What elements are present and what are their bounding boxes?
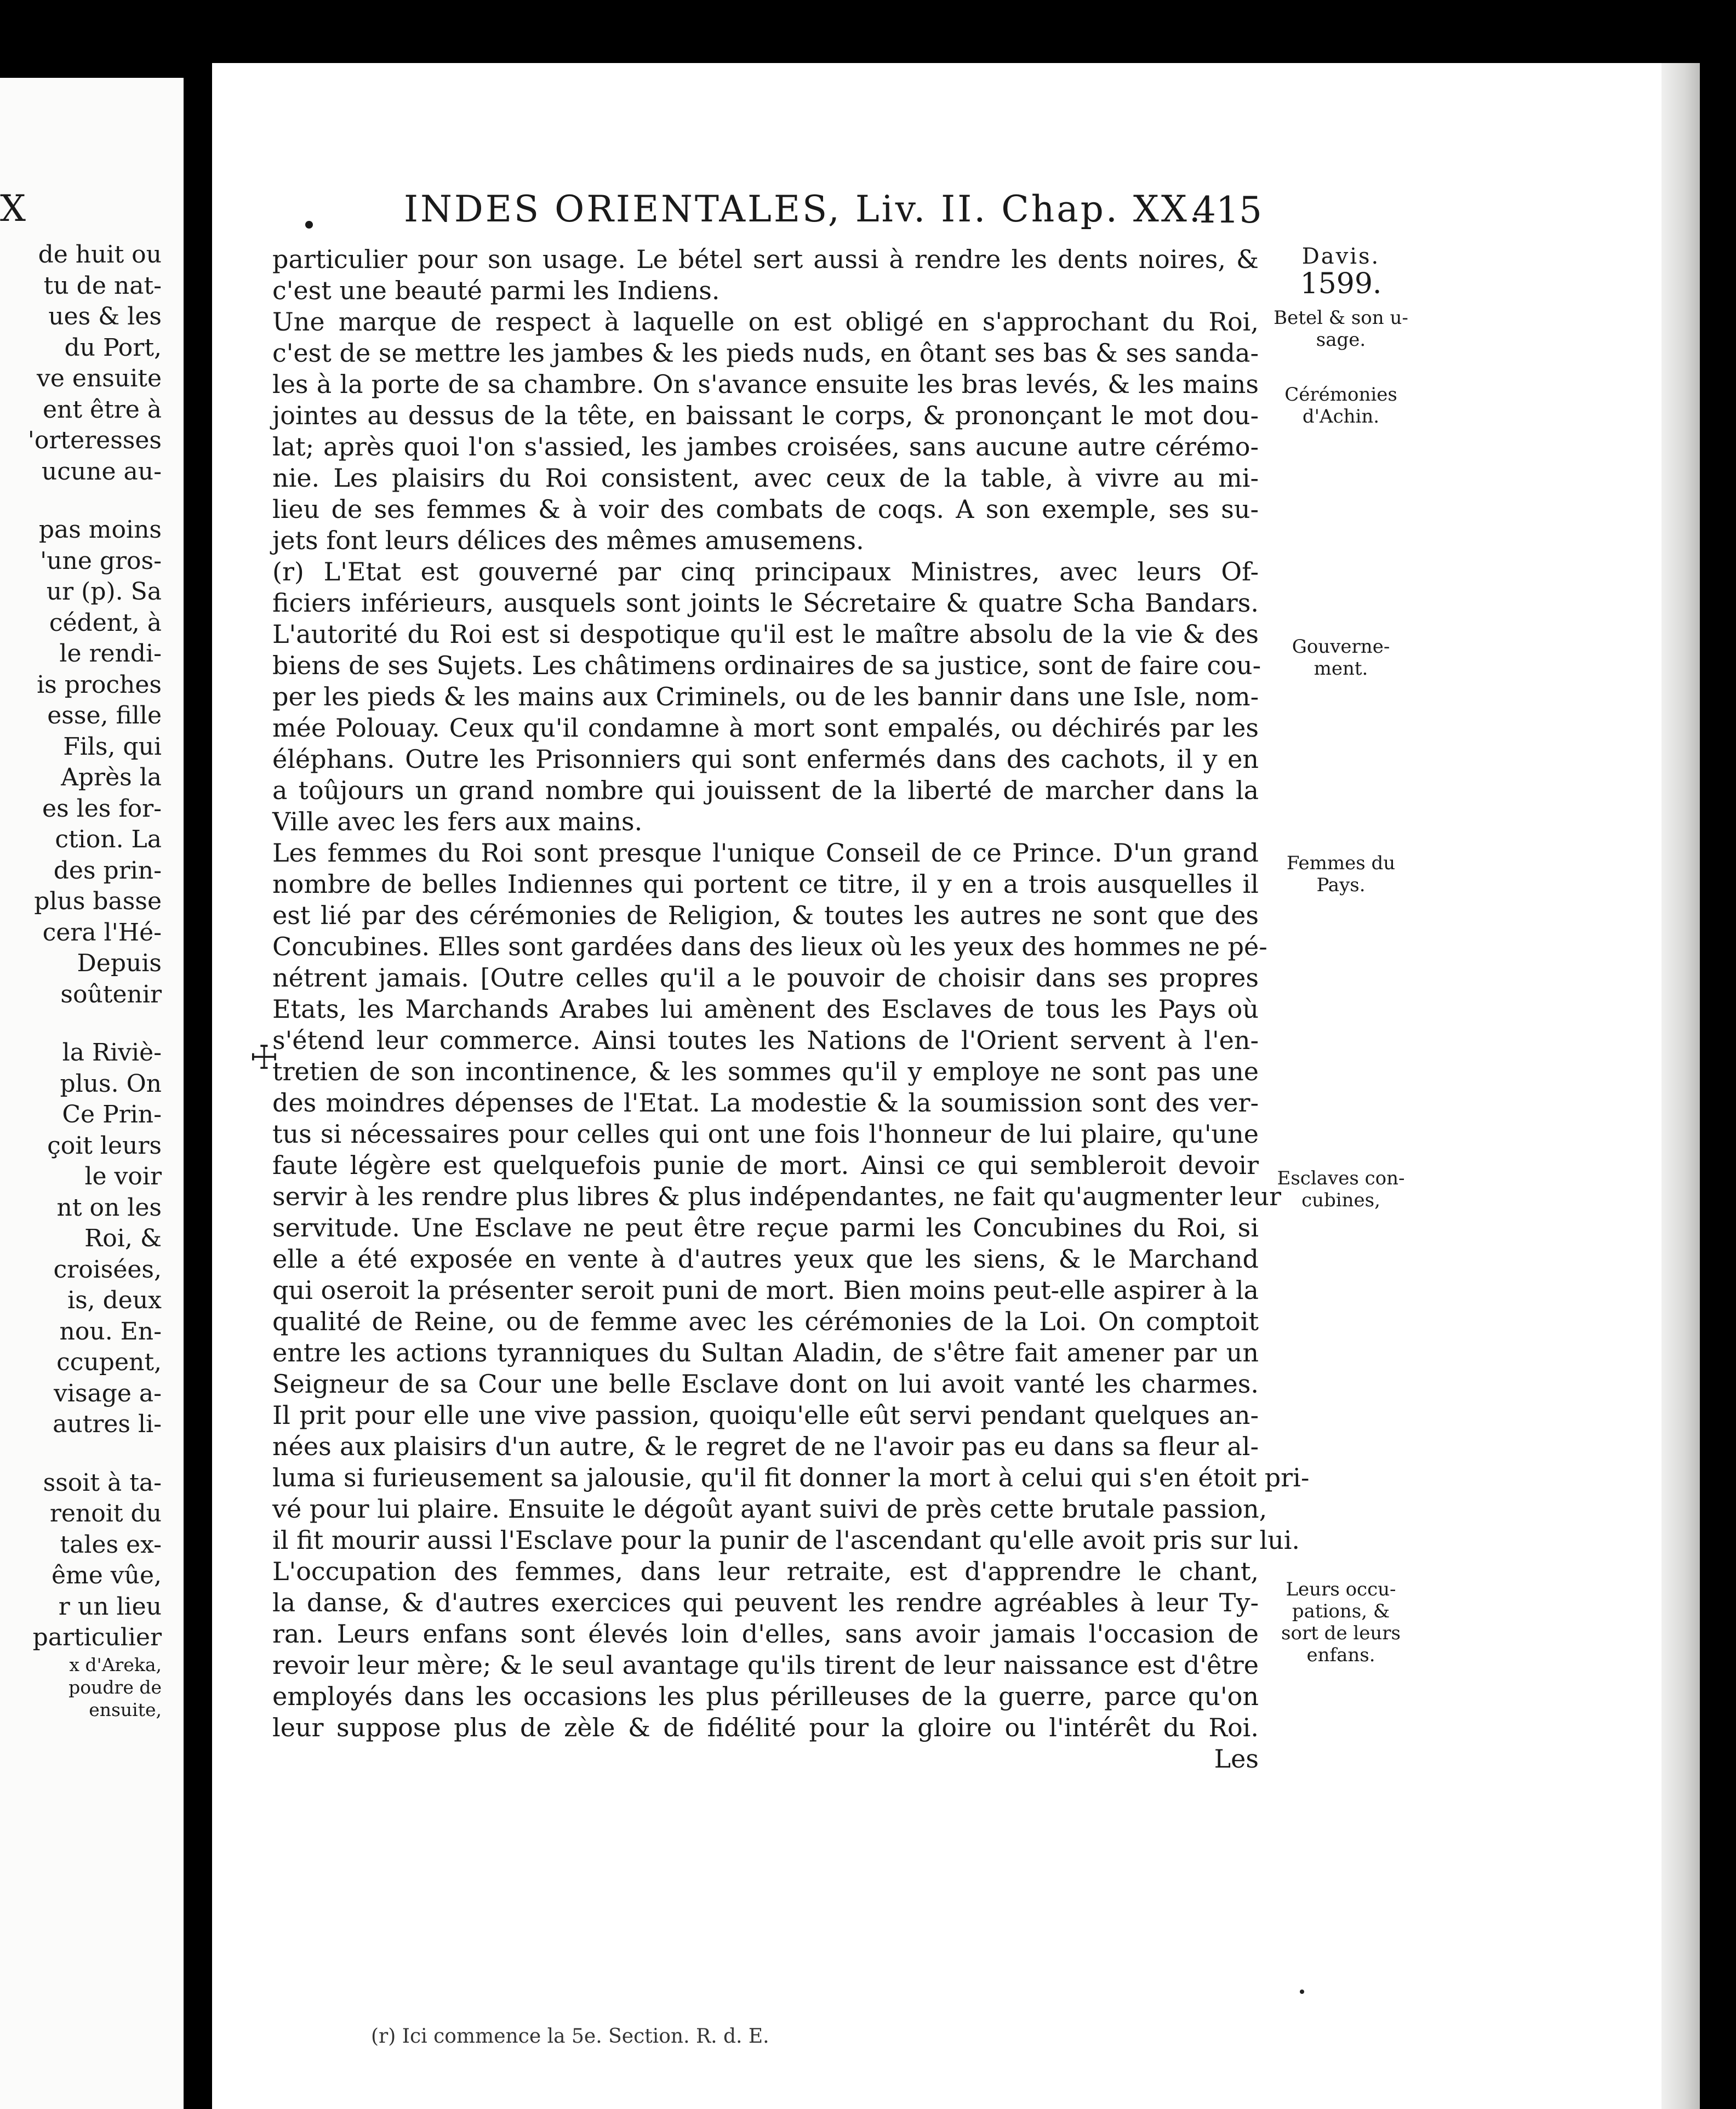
text-line: tretien de son incontinence, & les sommes qu'il y employe ne sont pas une [272, 1057, 1259, 1086]
text-line: nées aux plaisirs d'un autre, & le regret de ne l'avoir pas eu dans sa fleur al- [272, 1432, 1259, 1461]
text-line: renoit du [49, 1500, 162, 1527]
margin-note-line: Gouverne- [1292, 636, 1390, 658]
text-line: ction. La [55, 825, 162, 853]
footnote: (r) Ici commence la 5e. Section. R. d. E. [371, 2025, 769, 2048]
margin-note-line: ment. [1314, 658, 1368, 680]
paper-speck [1300, 1990, 1304, 1994]
text-line: qui oseroit la présenter seroit puni de mort. Bien moins peut-elle aspirer à la [272, 1275, 1259, 1305]
text-line: tales ex- [60, 1530, 162, 1559]
text-line: Il prit pour elle une vive passion, quoiqu'elle eût servi pendant quelques an- [272, 1400, 1259, 1430]
text-line: particulier pour son usage. Le bétel sert aussi à rendre les dents noires, & [272, 244, 1259, 274]
text-line: servitude. Une Esclave ne peut être reçue parmi les Concubines du Roi, si [272, 1213, 1259, 1242]
text-line: lieu de ses femmes & à voir des combats de coqs. A son exemple, ses su- [272, 494, 1259, 524]
previous-page-text [0, 240, 184, 1721]
margin-year: 1599. [1300, 267, 1382, 300]
text-line: croisées, [53, 1255, 162, 1284]
margin-note-line: pations, & [1292, 1600, 1390, 1622]
ink-dot [305, 221, 313, 229]
text-line: es les for- [42, 794, 162, 823]
text-line: mée Polouay. Ceux qu'il condamne à mort sont empalés, ou déchirés par les [272, 713, 1259, 743]
text-line: nie. Les plaisirs du Roi consistent, avec ceux de la table, à vivre au mi- [272, 463, 1259, 493]
margin-note-line: Betel & son u- [1274, 307, 1408, 329]
text-line: per les pieds & les mains aux Criminels, ou de les bannir dans une Isle, nom- [272, 682, 1259, 711]
margin-note-line: Esclaves con- [1277, 1167, 1405, 1189]
text-line: esse, fille [47, 702, 162, 729]
text-line: des moindres dépenses de l'Etat. La modestie & la soumission sont des ver- [272, 1088, 1259, 1118]
text-line: nétrent jamais. [Outre celles qu'il a le pouvoir de choisir dans ses propres [272, 963, 1259, 993]
text-line: ent être à [42, 395, 162, 424]
text-line: faute légère est quelquefois punie de mort. Ainsi ce qui sembleroit devoir [272, 1150, 1259, 1180]
text-line: leur suppose plus de zèle & de fidélité pour la gloire ou l'intérêt du Roi. [272, 1713, 1259, 1742]
text-line: cédent, à [49, 608, 162, 637]
text-line: éléphans. Outre les Prisonniers qui sont enfermés dans des cachots, il y en [272, 744, 1259, 774]
text-line: is proches [37, 670, 162, 699]
text-line: Une marque de respect à laquelle on est obligé en s'approchant du Roi, [272, 307, 1259, 337]
text-line: soûtenir [60, 980, 162, 1008]
text-line: a toûjours un grand nombre qui jouissent de la liberté de marcher dans la [272, 776, 1259, 805]
text-line: des prin- [53, 856, 162, 885]
page-number: 415 [1193, 189, 1262, 231]
text-line: ucune au- [41, 457, 162, 486]
text-line: L'occupation des femmes, dans leur retraite, est d'apprendre le chant, [272, 1557, 1259, 1586]
text-line: nombre de belles Indiennes qui portent ce titre, il y en a trois ausquelles il [272, 869, 1259, 899]
text-line: jets font leurs délices des mêmes amusemens. [272, 526, 864, 555]
text-line: ssoit à ta- [43, 1468, 162, 1497]
catchword: Les [1214, 1744, 1259, 1774]
text-line: biens de ses Sujets. Les châtimens ordinaires de sa justice, sont de faire cou- [272, 651, 1261, 680]
text-line: de huit ou [38, 241, 162, 269]
margin-note-line: enfans. [1306, 1644, 1375, 1666]
margin-note-line: Leurs occu- [1286, 1578, 1396, 1600]
text-line: particulier [32, 1623, 162, 1651]
book-page [212, 63, 1700, 2109]
text-line: Ville avec les fers aux mains. [272, 807, 643, 836]
text-line: nou. En- [59, 1317, 162, 1346]
text-line: le rendi- [59, 640, 162, 668]
cross-marker: ☩ [249, 1039, 279, 1077]
text-line: entre les actions tyranniques du Sultan Aladin, de s'être fait amener par un [272, 1338, 1259, 1367]
text-line: jointes au dessus de la tête, en baissant le corps, & prononçant le mot dou- [272, 401, 1259, 430]
text-line: vé pour lui plaire. Ensuite le dégoût ayant suivi de près cette brutale passion, [272, 1494, 1267, 1524]
text-line: visage a- [53, 1379, 162, 1407]
margin-note-line: Pays. [1316, 874, 1366, 896]
text-line: la Riviè- [62, 1039, 162, 1067]
text-line: autres li- [53, 1410, 162, 1438]
previous-page-fragment [0, 78, 184, 2109]
running-head-title: INDES ORIENTALES, Liv. II. Chap. XX. [404, 188, 1203, 230]
margin-note-line: cubines, [1301, 1189, 1380, 1211]
text-line: s'étend leur commerce. Ainsi toutes les Nations de l'Orient servent à l'en- [272, 1025, 1259, 1055]
text-line: çoit leurs [47, 1131, 162, 1160]
margin-author: Davis. [1301, 244, 1380, 269]
text-line: plus. On [60, 1069, 162, 1098]
text-line: du Port, [64, 333, 162, 362]
text-line: Etats, les Marchands Arabes lui amènent des Esclaves de tous les Pays où [272, 994, 1259, 1024]
running-head [212, 188, 1538, 237]
text-line: Fils, qui [63, 732, 162, 761]
text-line: servir à les rendre plus libres & plus indépendantes, ne fait qu'augmenter leur [272, 1182, 1282, 1211]
text-line: employés dans les occasions les plus périlleuses de la guerre, parce qu'on [272, 1682, 1259, 1711]
text-line: x d'Areka, [69, 1654, 162, 1675]
text-line: cera l'Hé- [42, 918, 162, 947]
margin-note-line: sort de leurs [1281, 1622, 1401, 1644]
text-line: est lié par des cérémonies de Religion, & toutes les autres ne sont que des [272, 900, 1259, 930]
text-line: elle a été exposée en vente à d'autres yeux que les siens, & le Marchand [272, 1244, 1259, 1274]
text-line: pas moins [38, 516, 162, 544]
text-line: ccupent, [56, 1348, 162, 1376]
text-line: lat; après quoi l'on s'assied, les jambes croisées, sans aucune autre cérémo- [272, 432, 1259, 461]
text-line: ensuite, [89, 1698, 162, 1720]
text-line: Après la [61, 763, 162, 791]
text-line: r un lieu [58, 1592, 162, 1621]
previous-page-running-head: X [0, 187, 28, 230]
text-line: ues & les [48, 303, 162, 330]
text-line: ran. Leurs enfans sont élevés loin d'elles, sans avoir jamais l'occasion de [272, 1619, 1259, 1649]
text-line: ficiers inférieurs, ausquels sont joints le Sécretaire & quatre Scha Bandars. [272, 588, 1259, 618]
text-line: luma si furieusement sa jalousie, qu'il fit donner la mort à celui qui s'en étoit pri- [272, 1463, 1310, 1492]
text-line: ême vûe, [51, 1561, 162, 1589]
margin-note-line: sage. [1316, 329, 1366, 351]
text-line: Seigneur de sa Cour une belle Esclave dont on lui avoit vanté les charmes. [272, 1369, 1259, 1399]
text-line: poudre de [68, 1676, 162, 1698]
text-line: Roi, & [84, 1224, 162, 1252]
text-line: Concubines. Elles sont gardées dans des lieux où les yeux des hommes ne pé- [272, 932, 1267, 961]
text-line: tus si nécessaires pour celles qui ont une fois l'honneur de lui plaire, qu'une [272, 1119, 1259, 1149]
text-line: ur (p). Sa [46, 578, 162, 606]
text-line: la danse, & d'autres exercices qui peuvent les rendre agréables à leur Ty- [272, 1588, 1259, 1617]
text-line: le voir [84, 1162, 162, 1190]
text-line: 'une gros- [40, 546, 162, 575]
text-line: qualité de Reine, ou de femme avec les cérémonies de la Loi. On comptoit [272, 1307, 1259, 1336]
text-line: Depuis [77, 949, 162, 977]
text-line: tu de nat- [43, 271, 162, 300]
text-line: Ce Prin- [62, 1101, 162, 1128]
text-line: revoir leur mère; & le seul avantage qu'ils tirent de leur naissance est d'être [272, 1650, 1259, 1680]
text-line: les à la porte de sa chambre. On s'avance ensuite les bras levés, & les mains [272, 369, 1259, 399]
body-text [272, 244, 1310, 1775]
text-line: Les femmes du Roi sont presque l'unique Conseil de ce Prince. D'un grand [272, 838, 1259, 868]
text-line: il fit mourir aussi l'Esclave pour la punir de l'ascendant qu'elle avoit pris sur lui. [272, 1525, 1300, 1555]
margin-note-line: Femmes du [1286, 852, 1396, 874]
margin-note-line: Cérémonies [1284, 384, 1397, 406]
text-line: 'orteresses [27, 426, 162, 454]
page-edge [1661, 63, 1700, 2109]
text-line: plus basse [34, 887, 162, 915]
text-line: c'est une beauté parmi les Indiens. [272, 276, 720, 305]
text-line: (r) L'Etat est gouverné par cinq principaux Ministres, avec leurs Of- [272, 557, 1259, 586]
text-line: nt on les [56, 1193, 162, 1222]
text-line: ve ensuite [37, 364, 162, 392]
text-line: is, deux [67, 1286, 162, 1314]
margin-note-line: d'Achin. [1302, 406, 1380, 428]
text-line: c'est de se mettre les jambes & les pieds nuds, en ôtant ses bas & ses sanda- [272, 338, 1259, 368]
text-line: L'autorité du Roi est si despotique qu'il est le maître absolu de la vie & des [272, 619, 1259, 649]
